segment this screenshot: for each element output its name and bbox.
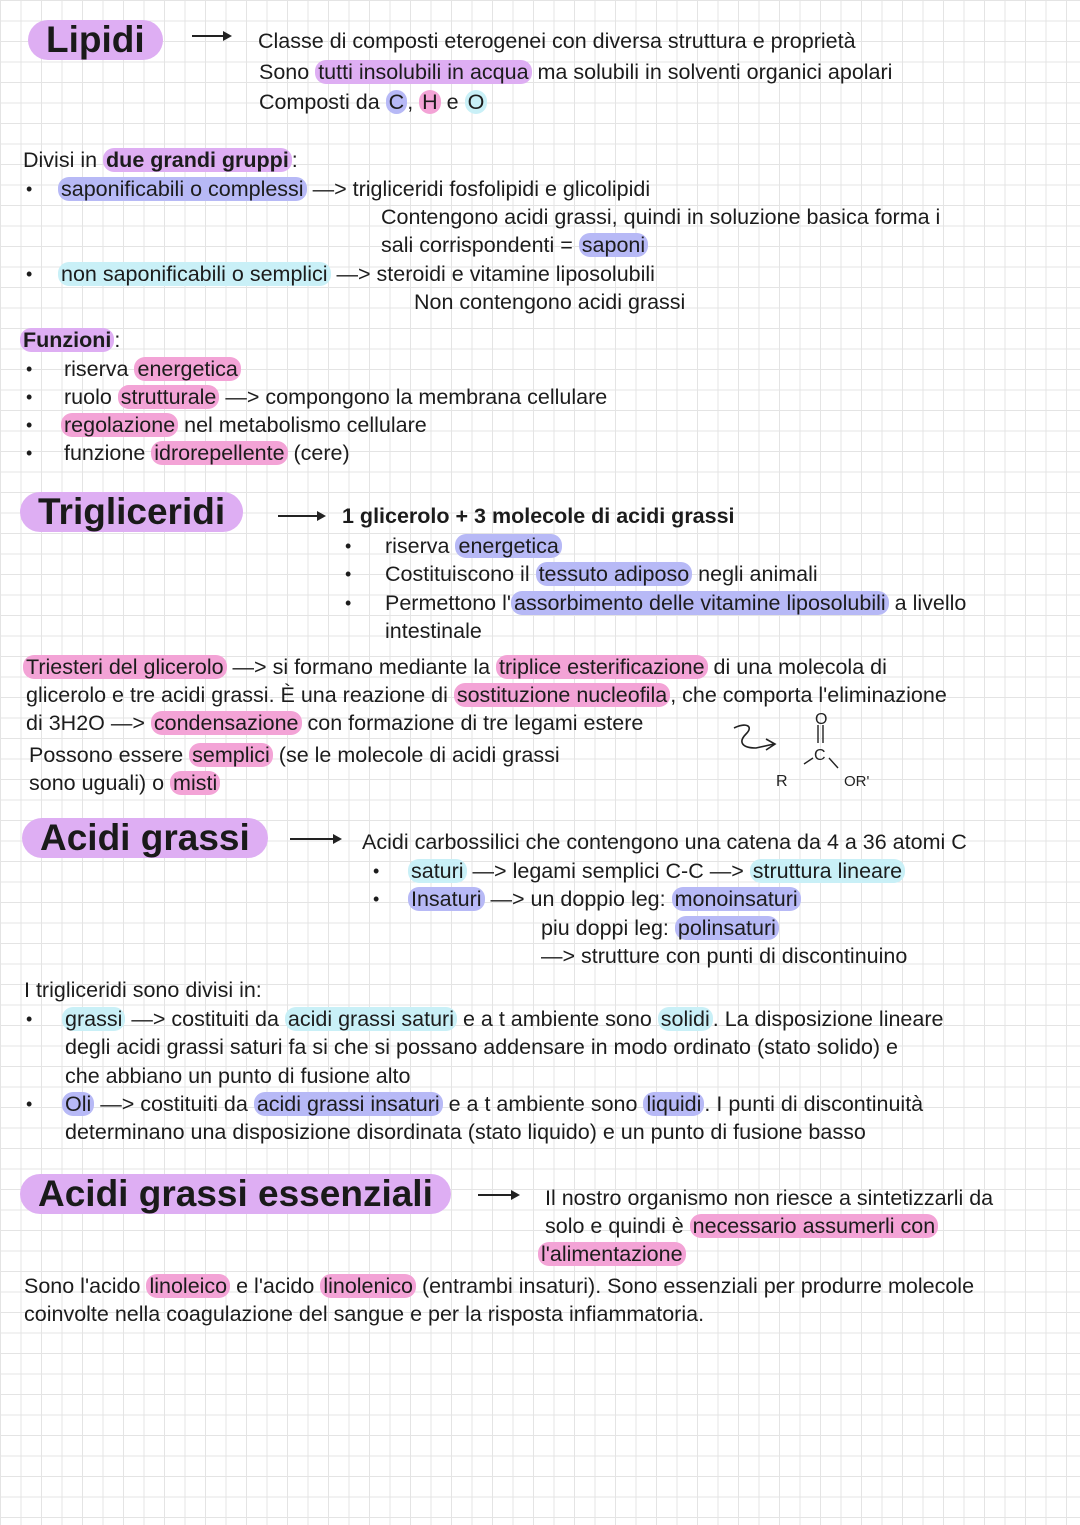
arrow-icon: [192, 29, 232, 43]
funzione-riserva: riserva energetica: [64, 355, 241, 383]
lipidi-definition: Classe di composti eterogenei con diversa struttura e proprietà: [258, 29, 856, 53]
bullet-icon: •: [26, 179, 33, 199]
funzione-strutturale: ruolo strutturale —> compongono la membrana cellulare: [64, 385, 608, 409]
funzione-idrorepellente: funzione idrorepellente (cere): [64, 441, 350, 465]
arrow-icon: [278, 509, 326, 523]
ester-structure-diagram: [728, 706, 888, 796]
bullet-icon: •: [26, 1009, 33, 1029]
oli-line2: determinano una disposizione disordinata (stato liquido) e un punto di fusione basso: [65, 1120, 866, 1144]
chem-c: C: [814, 747, 826, 764]
funzione-regolazione: regolazione nel metabolismo cellulare: [61, 411, 427, 439]
bullet-icon: •: [345, 564, 352, 584]
bullet-icon: •: [373, 889, 380, 909]
gruppo-saponificabili-saponi: sali corrispondenti = saponi: [381, 231, 648, 259]
grassi-line2: degli acidi grassi saturi fa si che si possano addensare in modo ordinato (stato solido) e: [65, 1035, 898, 1059]
title-lipidi: Lipidi: [28, 20, 163, 60]
trigliceridi-divisi: I trigliceridi sono divisi in:: [24, 978, 262, 1002]
chem-or: OR': [844, 773, 870, 790]
chem-r: R: [776, 773, 788, 790]
acidi-heading: Acidi carbossilici che contengono una catena da 4 a 36 atomi C: [362, 830, 967, 854]
arrow-icon: [290, 832, 342, 846]
title-acidi-grassi-essenziali: Acidi grassi essenziali: [20, 1174, 451, 1214]
gruppo-saponificabili: saponificabili o complessi —> trigliceridi fosfolipidi e glicolipidi: [58, 175, 650, 203]
bullet-icon: •: [26, 264, 33, 284]
essenziali-para1: Sono l'acido linoleico e l'acido linolenico (entrambi insaturi). Sono essenziali per produrre molecole: [24, 1274, 975, 1298]
essenziali-line2: solo e quindi è necessario assumerli con: [545, 1212, 938, 1240]
triesteri-line4: Possono essere semplici (se le molecole di acidi grassi: [29, 743, 560, 767]
trigliceridi-riserva: riserva energetica: [385, 532, 562, 560]
acidi-saturi: saturi —> legami semplici C-C —> struttura lineare: [408, 857, 905, 885]
gruppo-non-saponificabili: non saponificabili o semplici —> steroidi e vitamine liposolubili: [58, 260, 655, 288]
bullet-icon: •: [345, 536, 352, 556]
triesteri-line2: glicerolo e tre acidi grassi. È una reazione di sostituzione nucleofila , che comporta l'eliminazione: [26, 683, 947, 707]
bullet-icon: •: [345, 593, 352, 613]
funzioni-heading: Funzioni :: [20, 326, 120, 354]
essenziali-line1: Il nostro organismo non riesce a sintetizzarli da: [545, 1186, 994, 1210]
arrow-icon: [478, 1188, 520, 1202]
bullet-icon: •: [26, 387, 33, 407]
triesteri-line5: sono uguali) o misti: [29, 769, 220, 797]
bullet-icon: •: [373, 861, 380, 881]
acidi-polinsaturi: piu doppi leg: polinsaturi: [541, 914, 779, 942]
trigliceridi-assorbimento: Permettono l' assorbimento delle vitamine liposolubili a livello: [385, 591, 967, 615]
essenziali-para2: coinvolte nella coagulazione del sangue e per la risposta infiammatoria.: [24, 1302, 705, 1326]
chem-o: O: [815, 711, 828, 728]
lipidi-solubility: Sono tutti insolubili in acqua ma solubili in solventi organici apolari: [259, 60, 893, 84]
triesteri-line1: Triesteri del glicerolo —> si formano mediante la triplice esterificazione di una molecola di: [23, 653, 887, 681]
gruppo-non-saponificabili-desc: Non contengono acidi grassi: [414, 290, 686, 314]
acidi-discontinuita: —> strutture con punti di discontinuino: [541, 944, 908, 968]
bullet-icon: •: [26, 1094, 33, 1114]
trigliceridi-tessuto: Costituiscono il tessuto adiposo negli animali: [385, 562, 818, 586]
triesteri-line3: di 3H2O —> condensazione con formazione di tre legami estere: [26, 711, 644, 735]
bullet-icon: •: [26, 359, 33, 379]
bullet-icon: •: [26, 443, 33, 463]
bullet-icon: •: [26, 415, 33, 435]
oli-line1: Oli —> costituiti da acidi grassi insaturi e a t ambiente sono liquidi . I punti di discontinuità: [62, 1090, 923, 1118]
title-trigliceridi: Trigliceridi: [20, 492, 243, 532]
essenziali-line3: l'alimentazione: [538, 1240, 686, 1268]
curved-arrow-icon: [734, 725, 774, 748]
grassi-line3: che abbiano un punto di fusione alto: [65, 1064, 411, 1088]
acidi-insaturi: Insaturi —> un doppio leg: monoinsaturi: [408, 885, 801, 913]
gruppi-intro: Divisi in due grandi gruppi :: [23, 148, 298, 172]
trigliceridi-heading: 1 glicerolo + 3 molecole di acidi grassi: [342, 504, 735, 528]
gruppo-saponificabili-desc: Contengono acidi grassi, quindi in soluzione basica forma i: [381, 205, 941, 229]
grassi-line1: grassi —> costituiti da acidi grassi saturi e a t ambiente sono solidi . La disposizione lineare: [62, 1005, 943, 1033]
trigliceridi-assorbimento-cont: intestinale: [385, 619, 482, 643]
lipidi-composition: Composti da C , H e O: [259, 88, 487, 116]
title-acidi-grassi: Acidi grassi: [22, 818, 268, 858]
